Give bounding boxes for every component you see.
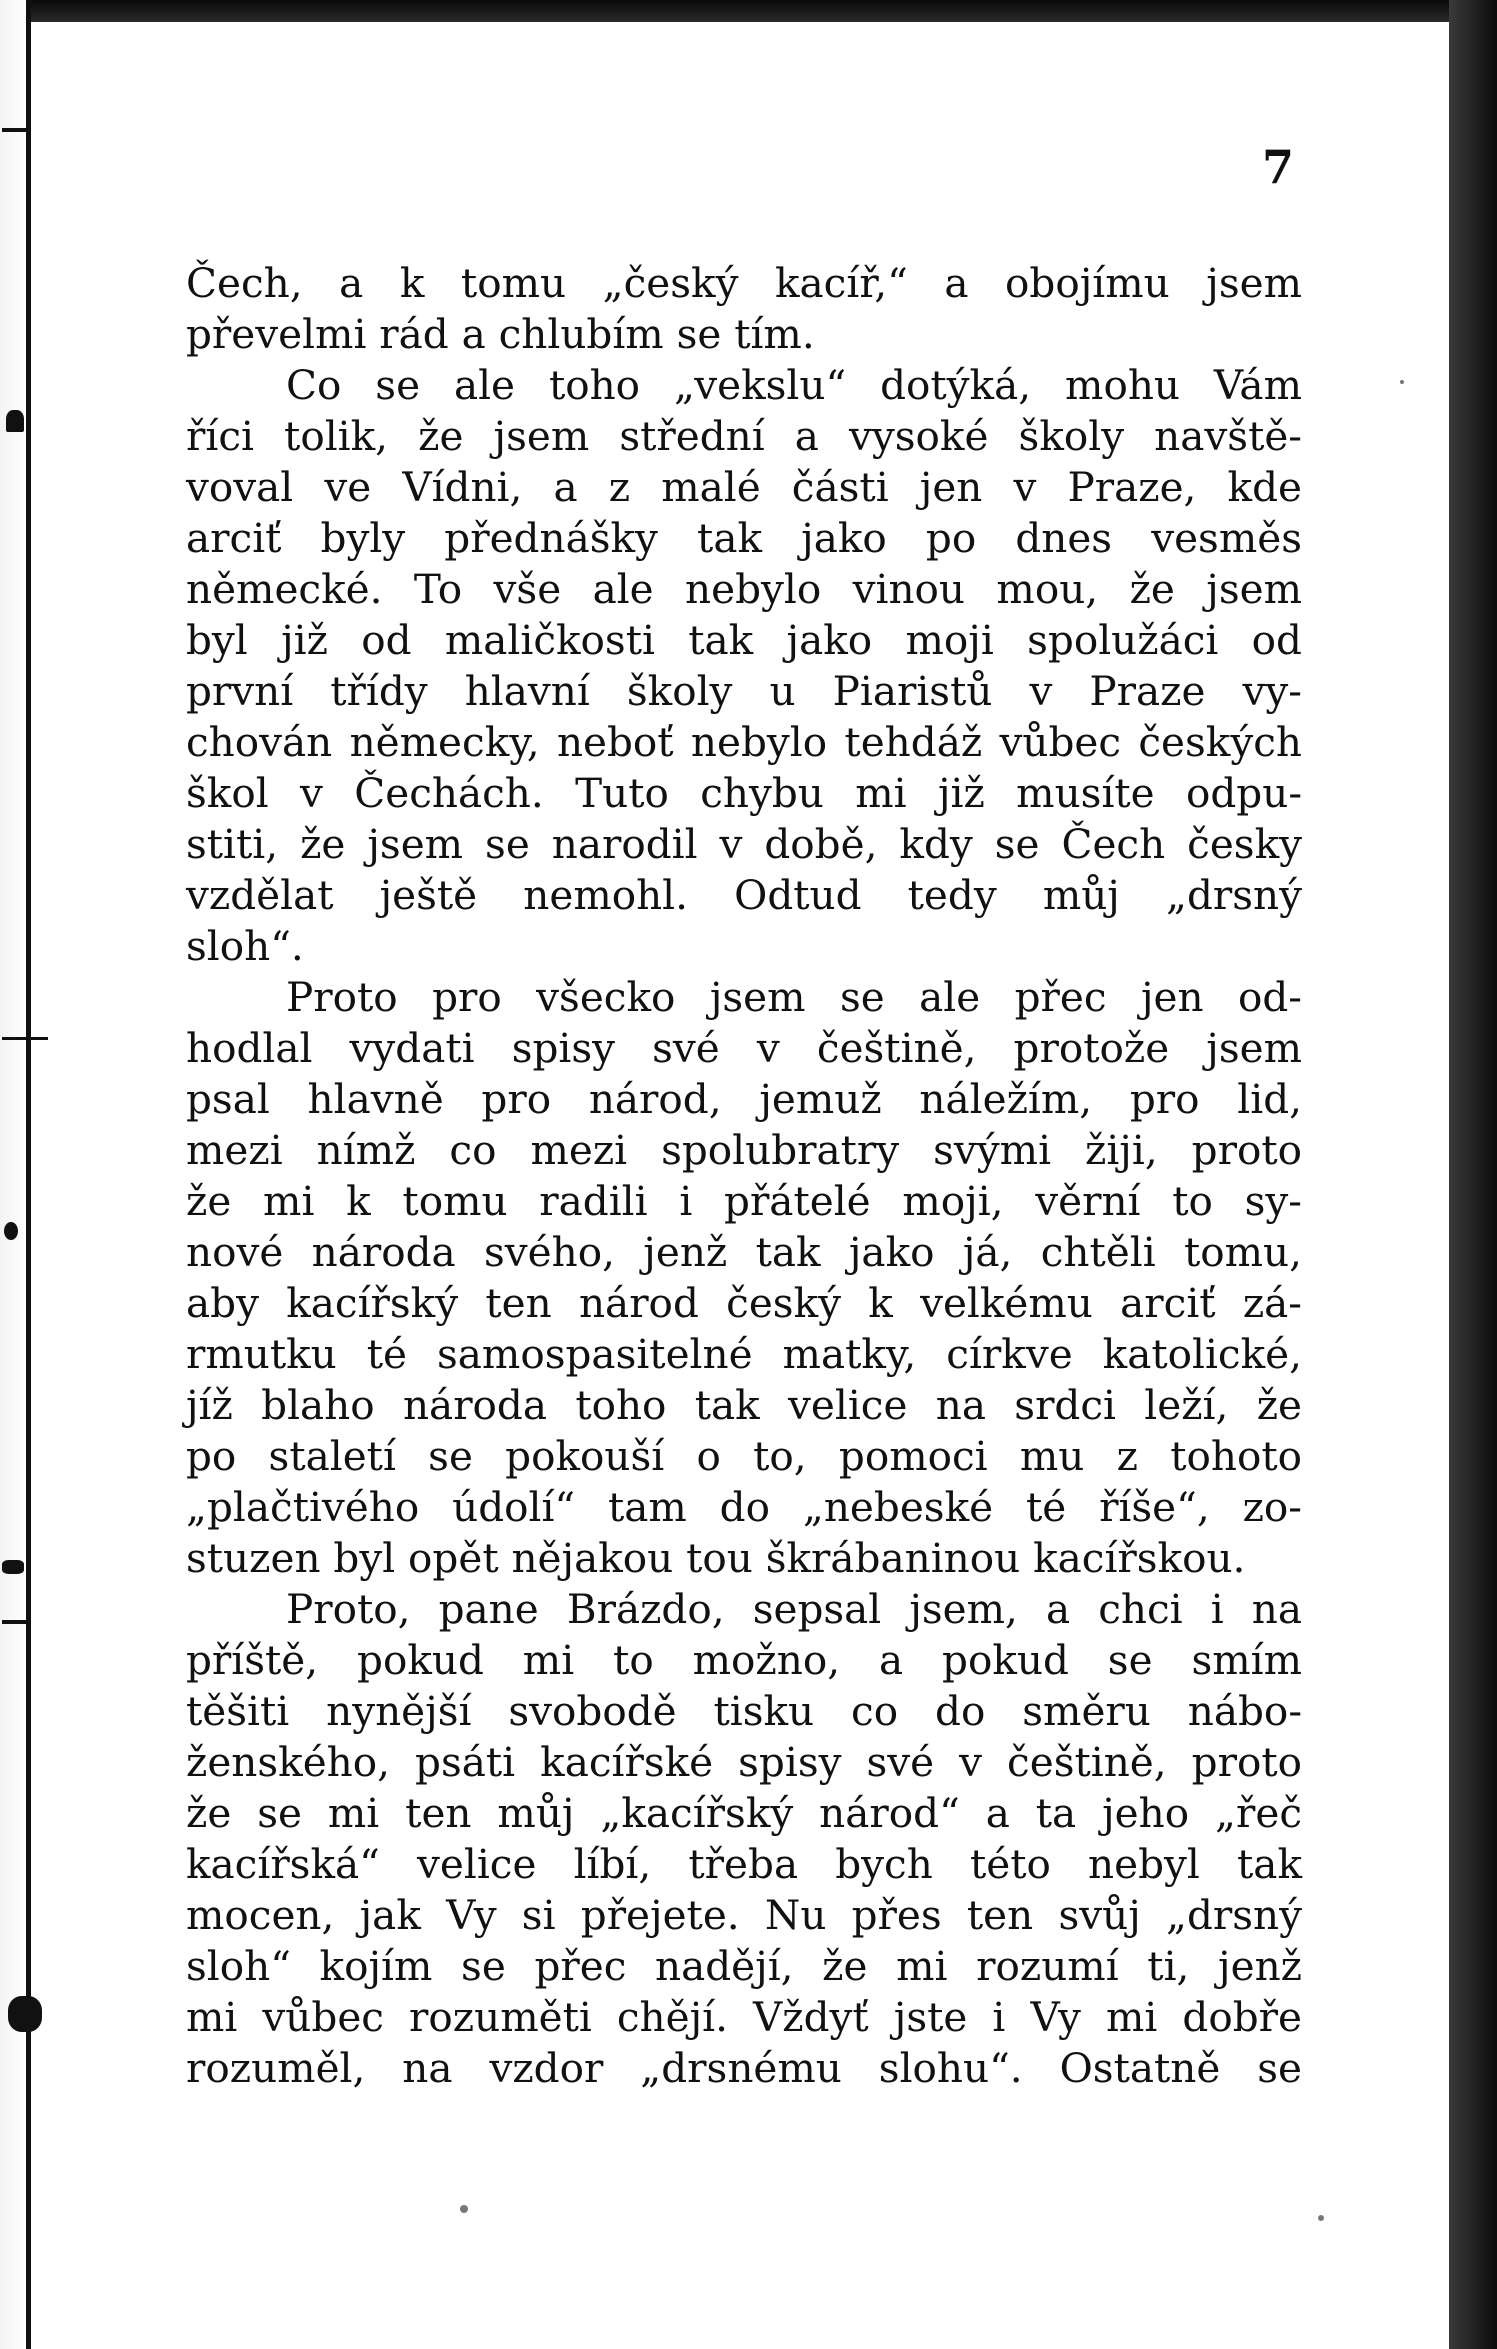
binding-gutter — [0, 0, 31, 2349]
text-line: Proto, pane Brázdo, sepsal jsem, a chci i na — [286, 1585, 1302, 1633]
text-line: mocen, jak Vy si přejete. Nu přes ten svůj „drsný — [186, 1891, 1302, 1939]
binding-mark — [2, 1037, 48, 1040]
text-line: Co se ale toho „vekslu“ dotýká, mohu Vám — [286, 361, 1302, 409]
text-line: Proto pro všecko jsem se ale přec jen od- — [286, 973, 1302, 1021]
binding-mark — [2, 128, 28, 132]
text-line: aby kacířský ten národ český k velkému arciť zá- — [186, 1279, 1302, 1327]
text-line: rmutku té samospasitelné matky, církve katolické, — [186, 1330, 1302, 1378]
text-line: sloh“. — [186, 922, 304, 970]
binding-mark — [2, 1620, 26, 1624]
text-line: byl již od maličkosti tak jako moji spolužáci od — [186, 616, 1302, 664]
binding-mark — [4, 1222, 18, 1240]
text-line: rozuměl, na vzdor „drsnému slohu“. Ostatně se — [186, 2044, 1302, 2092]
text-line: mezi nímž co mezi spolubratry svými žiji, proto — [186, 1126, 1302, 1174]
text-line: německé. To vše ale nebylo vinou mou, že jsem — [186, 565, 1302, 613]
text-line: škol v Čechách. Tuto chybu mi již musíte odpu- — [186, 769, 1302, 817]
text-line: po staletí se pokouší o to, pomoci mu z tohoto — [186, 1432, 1302, 1480]
scan-top-edge — [0, 0, 1497, 22]
text-line: kacířská“ velice líbí, třeba bych této nebyl tak — [186, 1840, 1302, 1888]
scan-speck — [460, 2205, 468, 2213]
text-line: „plačtivého údolí“ tam do „nebeské té říše“, zo- — [186, 1483, 1302, 1531]
text-line: chován německy, neboť nebylo tehdáž vůbec českých — [186, 718, 1302, 766]
binding-mark — [2, 1560, 24, 1574]
scan-right-edge — [1449, 0, 1497, 2349]
page-number: 7 — [1262, 140, 1295, 194]
text-line: jíž blaho národa toho tak velice na srdci leží, že — [186, 1381, 1302, 1429]
text-line: mi vůbec rozuměti chějí. Vždyť jste i Vy mi dobře — [186, 1993, 1302, 2041]
text-line: že se mi ten můj „kacířský národ“ a ta jeho „řeč — [186, 1789, 1302, 1837]
text-line: stuzen byl opět nějakou tou škrábaninou kacířskou. — [186, 1534, 1246, 1582]
scan-speck — [1400, 380, 1404, 384]
text-line: nové národa svého, jenž tak jako já, chtěli tomu, — [186, 1228, 1302, 1276]
text-line: že mi k tomu radili i přátelé moji, věrní to sy- — [186, 1177, 1302, 1225]
text-line: těšiti nynější svobodě tisku co do směru nábo- — [186, 1687, 1302, 1735]
text-line: převelmi rád a chlubím se tím. — [186, 310, 815, 358]
text-line: Čech, a k tomu „český kacíř,“ a obojímu jsem — [186, 259, 1302, 307]
text-line: říci tolik, že jsem střední a vysoké školy navště- — [186, 412, 1302, 460]
text-line: první třídy hlavní školy u Piaristů v Praze vy- — [186, 667, 1302, 715]
body-text — [186, 258, 1302, 2094]
text-line: příště, pokud mi to možno, a pokud se smím — [186, 1636, 1302, 1684]
text-line: voval ve Vídni, a z malé části jen v Praze, kde — [186, 463, 1302, 511]
text-line: stiti, že jsem se narodil v době, kdy se Čech česky — [186, 820, 1302, 868]
text-line: psal hlavně pro národ, jemuž náležím, pro lid, — [186, 1075, 1302, 1123]
binding-mark — [6, 410, 24, 432]
text-line: arciť byly přednášky tak jako po dnes vesměs — [186, 514, 1302, 562]
text-line: vzdělat ještě nemohl. Odtud tedy můj „drsný — [186, 871, 1302, 919]
binding-mark — [8, 1996, 42, 2032]
text-line: sloh“ kojím se přec nadějí, že mi rozumí ti, jenž — [186, 1942, 1302, 1990]
text-line: ženského, psáti kacířské spisy své v češtině, proto — [186, 1738, 1302, 1786]
text-line: hodlal vydati spisy své v češtině, protože jsem — [186, 1024, 1302, 1072]
scan-speck — [1318, 2215, 1324, 2221]
